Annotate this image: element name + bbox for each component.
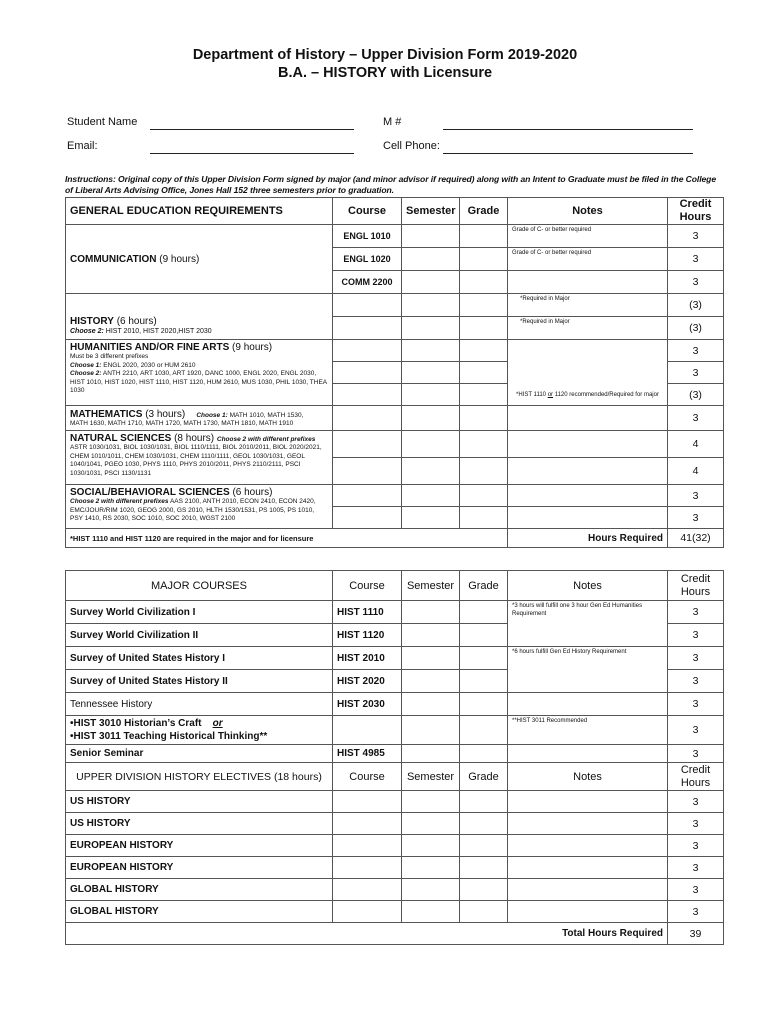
semester-cell[interactable] <box>402 901 460 923</box>
notes-cell <box>508 835 668 857</box>
course-cell[interactable] <box>333 384 402 406</box>
semester-cell[interactable] <box>402 507 460 529</box>
course-cell[interactable] <box>333 431 402 458</box>
grade-cell[interactable] <box>460 507 508 529</box>
semester-cell[interactable] <box>402 670 460 693</box>
elective-name: US HISTORY <box>66 791 333 813</box>
semester-cell[interactable] <box>402 406 460 431</box>
semester-cell[interactable] <box>402 340 460 362</box>
notes-col-header: Notes <box>508 571 668 601</box>
credit-cell: (3) <box>668 317 724 340</box>
m-number-label: M # <box>383 116 402 128</box>
credit-cell: 3 <box>668 901 724 923</box>
credit-cell: 3 <box>668 362 724 384</box>
semester-cell[interactable] <box>402 857 460 879</box>
math-cell: MATHEMATICS (3 hours) Choose 1: MATH 1010, MATH 1530, MATH 1630, MATH 1710, MATH 1720, MATH 1730, MATH 1810, MATH 1910 <box>66 406 333 431</box>
grade-cell[interactable] <box>460 879 508 901</box>
grade-col-header: Grade <box>460 763 508 791</box>
credit-cell: 3 <box>668 340 724 362</box>
course-cell: COMM 2200 <box>333 271 402 294</box>
credit-cell: 3 <box>668 485 724 507</box>
semester-cell[interactable] <box>402 271 460 294</box>
course-cell[interactable] <box>333 835 402 857</box>
course-col-header: Course <box>333 763 402 791</box>
natural-sciences-cell: NATURAL SCIENCES (8 hours) Choose 2 with different prefixes ASTR 1030/1031, BIOL 1030/1031, BIOL 1110/1111, BIOL 2010/2011, BIOL 2020/2021, CHEM 1010/1011, CHEM 1030/1031, CHEM 1110/1111, GEOL 1030/1031, GEOL 1040/1041, PGEO 1030, PHYS 1110, PHYS 2010/2011, PHYS 2110/2111, PSCI 1030/1031, PSCI 1130/1131 <box>66 431 333 485</box>
course-cell: HIST 2030 <box>333 693 402 716</box>
elective-name: EUROPEAN HISTORY <box>66 857 333 879</box>
semester-col-header: Semester <box>402 571 460 601</box>
electives-heading: UPPER DIVISION HISTORY ELECTIVES (18 hours) <box>66 763 333 791</box>
notes-cell <box>508 693 668 716</box>
gened-table <box>65 197 724 548</box>
total-hours-label: Total Hours Required <box>66 923 668 945</box>
student-name-field[interactable] <box>150 129 354 130</box>
semester-cell[interactable] <box>402 317 460 340</box>
grade-cell[interactable] <box>460 340 508 362</box>
course-cell: HIST 2020 <box>333 670 402 693</box>
history-cell: HISTORY (6 hours) Choose 2: HIST 2010, HIST 2020,HIST 2030 <box>66 294 333 340</box>
credit-cell: 3 <box>668 225 724 248</box>
notes-cell <box>508 879 668 901</box>
semester-cell[interactable] <box>402 791 460 813</box>
notes-cell <box>508 458 668 485</box>
senior-seminar-name: Senior Seminar <box>66 745 333 763</box>
grade-cell[interactable] <box>460 271 508 294</box>
hours-required-label: Hours Required <box>508 529 668 548</box>
grade-cell[interactable] <box>460 458 508 485</box>
major-course-name: Survey World Civilization II <box>66 624 333 647</box>
hours-required-value: 41(32) <box>668 529 724 548</box>
credit-cell: 3 <box>668 670 724 693</box>
credit-cell: 3 <box>668 857 724 879</box>
course-cell[interactable] <box>333 406 402 431</box>
notes-cell: *Required in Major <box>508 294 668 317</box>
cell-phone-label: Cell Phone: <box>383 140 440 152</box>
total-hours-value: 39 <box>668 923 724 945</box>
grade-cell[interactable] <box>460 317 508 340</box>
grade-cell[interactable] <box>460 384 508 406</box>
credit-cell: 3 <box>668 507 724 529</box>
course-cell[interactable] <box>333 458 402 485</box>
course-cell: ENGL 1020 <box>333 248 402 271</box>
notes-cell <box>508 507 668 529</box>
major-table <box>65 570 724 945</box>
grade-cell[interactable] <box>460 670 508 693</box>
course-cell[interactable] <box>333 791 402 813</box>
semester-cell[interactable] <box>402 431 460 458</box>
major-course-name: Tennessee History <box>66 693 333 716</box>
course-cell: HIST 2010 <box>333 647 402 670</box>
notes-cell <box>508 485 668 507</box>
notes-cell: **HIST 3011 Recommended <box>508 716 668 745</box>
notes-col-header: Notes <box>508 198 668 225</box>
grade-cell[interactable] <box>460 485 508 507</box>
notes-cell <box>508 857 668 879</box>
gened-footnote: *HIST 1110 and HIST 1120 are required in the major and for licensure <box>66 529 508 548</box>
grade-cell[interactable] <box>460 248 508 271</box>
credit-col-header: Credit Hours <box>668 198 724 225</box>
credit-cell: (3) <box>668 384 724 406</box>
grade-cell[interactable] <box>460 835 508 857</box>
communication-cell: COMMUNICATION (9 hours) <box>66 225 333 294</box>
grade-cell[interactable] <box>460 791 508 813</box>
semester-cell[interactable] <box>402 248 460 271</box>
semester-col-header: Semester <box>402 198 460 225</box>
semester-cell[interactable] <box>402 624 460 647</box>
grade-cell[interactable] <box>460 813 508 835</box>
email-label: Email: <box>67 140 98 152</box>
credit-cell: 3 <box>668 745 724 763</box>
notes-cell: Grade of C- or better required <box>508 248 668 271</box>
major-course-name: Survey of United States History I <box>66 647 333 670</box>
notes-cell <box>508 271 668 294</box>
grade-col-header: Grade <box>460 571 508 601</box>
notes-cell <box>508 406 668 431</box>
social-sciences-cell: SOCIAL/BEHAVIORAL SCIENCES (6 hours) Choose 2 with different prefixes AAS 2100, ANTH 2010, ECON 2410, ECON 2420, EMC/JOUR/RIM 1020, GEOG 2000, GS 2010, HLTH 1530/1531, PS 1005, PS 1010, PSY 1410, RS 2030, SOC 1010, SOC 2010, WGST 2100 <box>66 485 333 529</box>
credit-cell: 3 <box>668 601 724 624</box>
elective-name: US HISTORY <box>66 813 333 835</box>
major-course-name: Survey World Civilization I <box>66 601 333 624</box>
semester-cell[interactable] <box>402 384 460 406</box>
semester-cell[interactable] <box>402 879 460 901</box>
semester-cell[interactable] <box>402 647 460 670</box>
notes-cell: *3 hours will fulfill one 3 hour Gen Ed Humanities Requirement <box>508 601 668 647</box>
course-cell[interactable] <box>333 507 402 529</box>
course-cell[interactable] <box>333 294 402 317</box>
student-name-label: Student Name <box>67 116 138 128</box>
grade-cell[interactable] <box>460 745 508 763</box>
notes-cell <box>508 745 668 763</box>
course-col-header: Course <box>333 571 402 601</box>
grade-col-header: Grade <box>460 198 508 225</box>
course-cell[interactable] <box>333 317 402 340</box>
course-cell[interactable] <box>333 813 402 835</box>
grade-cell[interactable] <box>460 406 508 431</box>
course-cell: ENGL 1010 <box>333 225 402 248</box>
grade-cell[interactable] <box>460 294 508 317</box>
course-cell: HIST 4985 <box>333 745 402 763</box>
humanities-cell: HUMANITIES AND/OR FINE ARTS (9 hours) Must be 3 different prefixes Choose 1: ENGL 2020, 2030 or HUM 2610 Choose 2: ANTH 2210, ART 1030, ART 1920, DANC 1000, ENGL 2020, ENGL 2030, HIST 1010, HIST 1020, HIST 1110, HIST 1120, HUM 2610, MUS 1030, PHIL 1030, THEA 1030 <box>66 340 333 406</box>
credit-cell: 4 <box>668 458 724 485</box>
notes-cell <box>508 431 668 458</box>
notes-col-header: Notes <box>508 763 668 791</box>
grade-cell[interactable] <box>460 601 508 624</box>
course-col-header: Course <box>333 198 402 225</box>
notes-cell <box>508 791 668 813</box>
course-cell[interactable] <box>333 485 402 507</box>
course-cell[interactable] <box>333 716 402 745</box>
credit-cell: 3 <box>668 813 724 835</box>
grade-cell[interactable] <box>460 857 508 879</box>
grade-cell[interactable] <box>460 225 508 248</box>
email-field[interactable] <box>150 153 354 154</box>
course-cell[interactable] <box>333 340 402 362</box>
course-cell[interactable] <box>333 857 402 879</box>
grade-cell[interactable] <box>460 901 508 923</box>
humanities-notes-cell: *HIST 1110 or 1120 recommended/Required for major <box>508 340 668 406</box>
semester-cell[interactable] <box>402 225 460 248</box>
credit-cell: 3 <box>668 248 724 271</box>
credit-cell: 3 <box>668 624 724 647</box>
grade-cell[interactable] <box>460 716 508 745</box>
credit-cell: 3 <box>668 791 724 813</box>
grade-cell[interactable] <box>460 647 508 670</box>
elective-name: EUROPEAN HISTORY <box>66 835 333 857</box>
grade-cell[interactable] <box>460 362 508 384</box>
form-subtitle: B.A. – HISTORY with Licensure <box>277 65 493 81</box>
historians-craft-cell: •HIST 3010 Historian’s Craft or •HIST 3011 Teaching Historical Thinking** <box>66 716 333 745</box>
credit-cell: 3 <box>668 647 724 670</box>
major-heading: MAJOR COURSES <box>66 571 333 601</box>
notes-cell <box>508 813 668 835</box>
instructions: Instructions: Original copy of this Upper Division Form signed by major (and minor advisor if required) along with an Intent to Graduate must be filed in the College of Liberal Arts Advising Office, Jones Hall 152 three semesters prior to graduation. <box>65 174 717 195</box>
course-cell[interactable] <box>333 362 402 384</box>
notes-cell <box>508 901 668 923</box>
credit-cell: 3 <box>668 271 724 294</box>
course-cell: HIST 1120 <box>333 624 402 647</box>
grade-cell[interactable] <box>460 624 508 647</box>
credit-cell: 3 <box>668 406 724 431</box>
credit-cell: 3 <box>668 716 724 745</box>
form-title: Department of History – Upper Division Form 2019-2020 <box>192 47 578 63</box>
semester-col-header: Semester <box>402 763 460 791</box>
course-cell[interactable] <box>333 901 402 923</box>
credit-cell: 4 <box>668 431 724 458</box>
semester-cell[interactable] <box>402 813 460 835</box>
grade-cell[interactable] <box>460 693 508 716</box>
semester-cell[interactable] <box>402 458 460 485</box>
cell-phone-field[interactable] <box>443 153 693 154</box>
credit-cell: 3 <box>668 879 724 901</box>
semester-cell[interactable] <box>402 835 460 857</box>
course-cell: HIST 1110 <box>333 601 402 624</box>
semester-cell[interactable] <box>402 294 460 317</box>
notes-cell: Grade of C- or better required <box>508 225 668 248</box>
elective-name: GLOBAL HISTORY <box>66 879 333 901</box>
notes-cell: *6 hours fulfill Gen Ed History Requirement <box>508 647 668 693</box>
semester-cell[interactable] <box>402 362 460 384</box>
major-course-name: Survey of United States History II <box>66 670 333 693</box>
credit-col-header: Credit Hours <box>668 763 724 791</box>
elective-name: GLOBAL HISTORY <box>66 901 333 923</box>
semester-cell[interactable] <box>402 745 460 763</box>
grade-cell[interactable] <box>460 431 508 458</box>
semester-cell[interactable] <box>402 693 460 716</box>
credit-cell: 3 <box>668 835 724 857</box>
course-cell[interactable] <box>333 879 402 901</box>
credit-cell: 3 <box>668 693 724 716</box>
semester-cell[interactable] <box>402 716 460 745</box>
credit-col-header: Credit Hours <box>668 571 724 601</box>
notes-cell: *Required in Major <box>508 317 668 340</box>
m-number-field[interactable] <box>443 129 693 130</box>
semester-cell[interactable] <box>402 485 460 507</box>
gened-heading: GENERAL EDUCATION REQUIREMENTS <box>66 198 333 225</box>
semester-cell[interactable] <box>402 601 460 624</box>
credit-cell: (3) <box>668 294 724 317</box>
